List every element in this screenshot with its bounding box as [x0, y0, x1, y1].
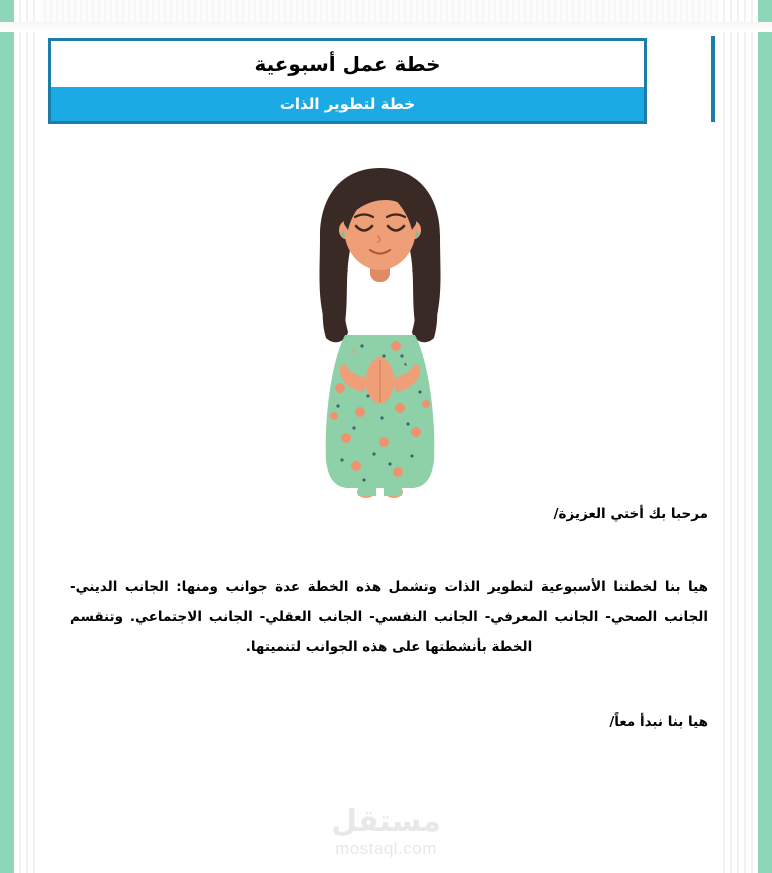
watermark-arabic-logo: مستقل — [331, 804, 441, 839]
scan-lines-right — [718, 0, 758, 873]
header-accent-rule — [711, 36, 715, 122]
document-body — [70, 500, 708, 736]
header-box — [48, 38, 647, 124]
hem-left — [358, 486, 376, 496]
page-edge-strip-right — [758, 0, 772, 873]
page-title: خطة عمل أسبوعية — [51, 41, 644, 87]
greeting-paragraph: مرحبا بك أختي العزيزة/ — [553, 506, 708, 522]
page-subtitle: خطة لتطوير الذات — [51, 87, 644, 121]
scan-lines-left — [14, 0, 40, 873]
girl-praying-illustration — [290, 160, 470, 500]
watermark-domain: mostaql.com — [335, 839, 437, 858]
closing-paragraph: هيا بنا نبدأ معاً/ — [609, 714, 708, 730]
hem-right — [384, 486, 402, 496]
watermark — [0, 805, 772, 859]
main-paragraph: هيا بنا لخطتنا الأسبوعية لتطوير الذات وتشمل هذه الخطة عدة جوانب ومنها: الجانب الديني- الجانب الصحي- الجانب المعرفي- الجانب النفسي- الجانب العقلي- الجانب الاجتماعي. وتنقسم الخطة بأنشطتها على هذه الجوانب لتنميتها. — [70, 579, 708, 655]
page-edge-strip-left — [0, 0, 14, 873]
scan-fade-top — [0, 22, 772, 32]
